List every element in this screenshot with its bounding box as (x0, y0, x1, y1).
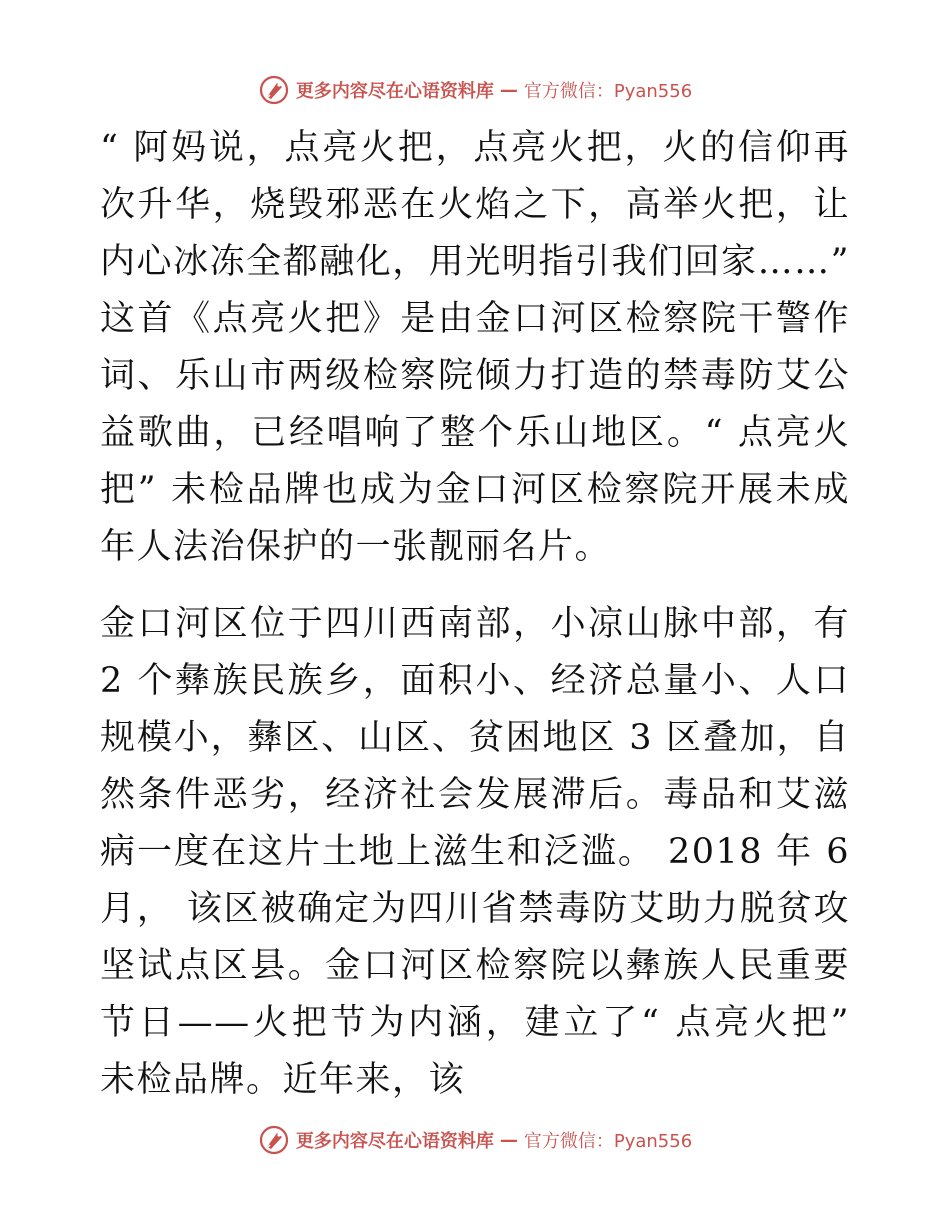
pen-nib-logo-icon (258, 74, 290, 106)
header-banner (0, 70, 950, 110)
banner-wechat-id: 官方微信：Pyan556 (523, 1131, 693, 1152)
paragraph-2: 金口河区位于四川西南部，小凉山脉中部，有 2 个彝族民族乡，面积小、经济总量小、人口规模小，彝区、山区、贫困地区 3 区叠加，自然条件恶劣，经济社会发展滞后。毒品和艾滋病一度在这片土地上滋生和泛滥。 2018 年 6 月， 该区被确定为四川省禁毒防艾助力脱贫攻坚试点区县。金口河区检察院以彝族人民重要节日——火把节为内涵，建立了“ 点亮火把” 未检品牌。近年来，该 (100, 604, 850, 1100)
document-body (100, 120, 850, 1109)
paragraph-1: “ 阿妈说，点亮火把，点亮火把，火的信仰再次升华，烧毁邪恶在火焰之下，高举火把，让内心冰冻全都融化，用光明指引我们回家……” 这首《点亮火把》是由金口河区检察院干警作词、乐山市两级检察院倾力打造的禁毒防艾公益歌曲，已经唱响了整个乐山地区。“ 点亮火把” 未检品牌也成为金口河区检察院开展未成年人法治保护的一张靓丽名片。 (100, 128, 850, 567)
banner-wechat-id: 官方微信：Pyan556 (523, 81, 693, 102)
pen-nib-logo-icon (258, 1124, 290, 1156)
banner-separator: — (499, 79, 518, 101)
banner-site-text: 更多内容尽在心语资料库 (295, 1131, 494, 1152)
banner-site-text: 更多内容尽在心语资料库 (295, 81, 494, 102)
banner-separator: — (499, 1129, 518, 1151)
footer-banner (0, 1120, 950, 1160)
